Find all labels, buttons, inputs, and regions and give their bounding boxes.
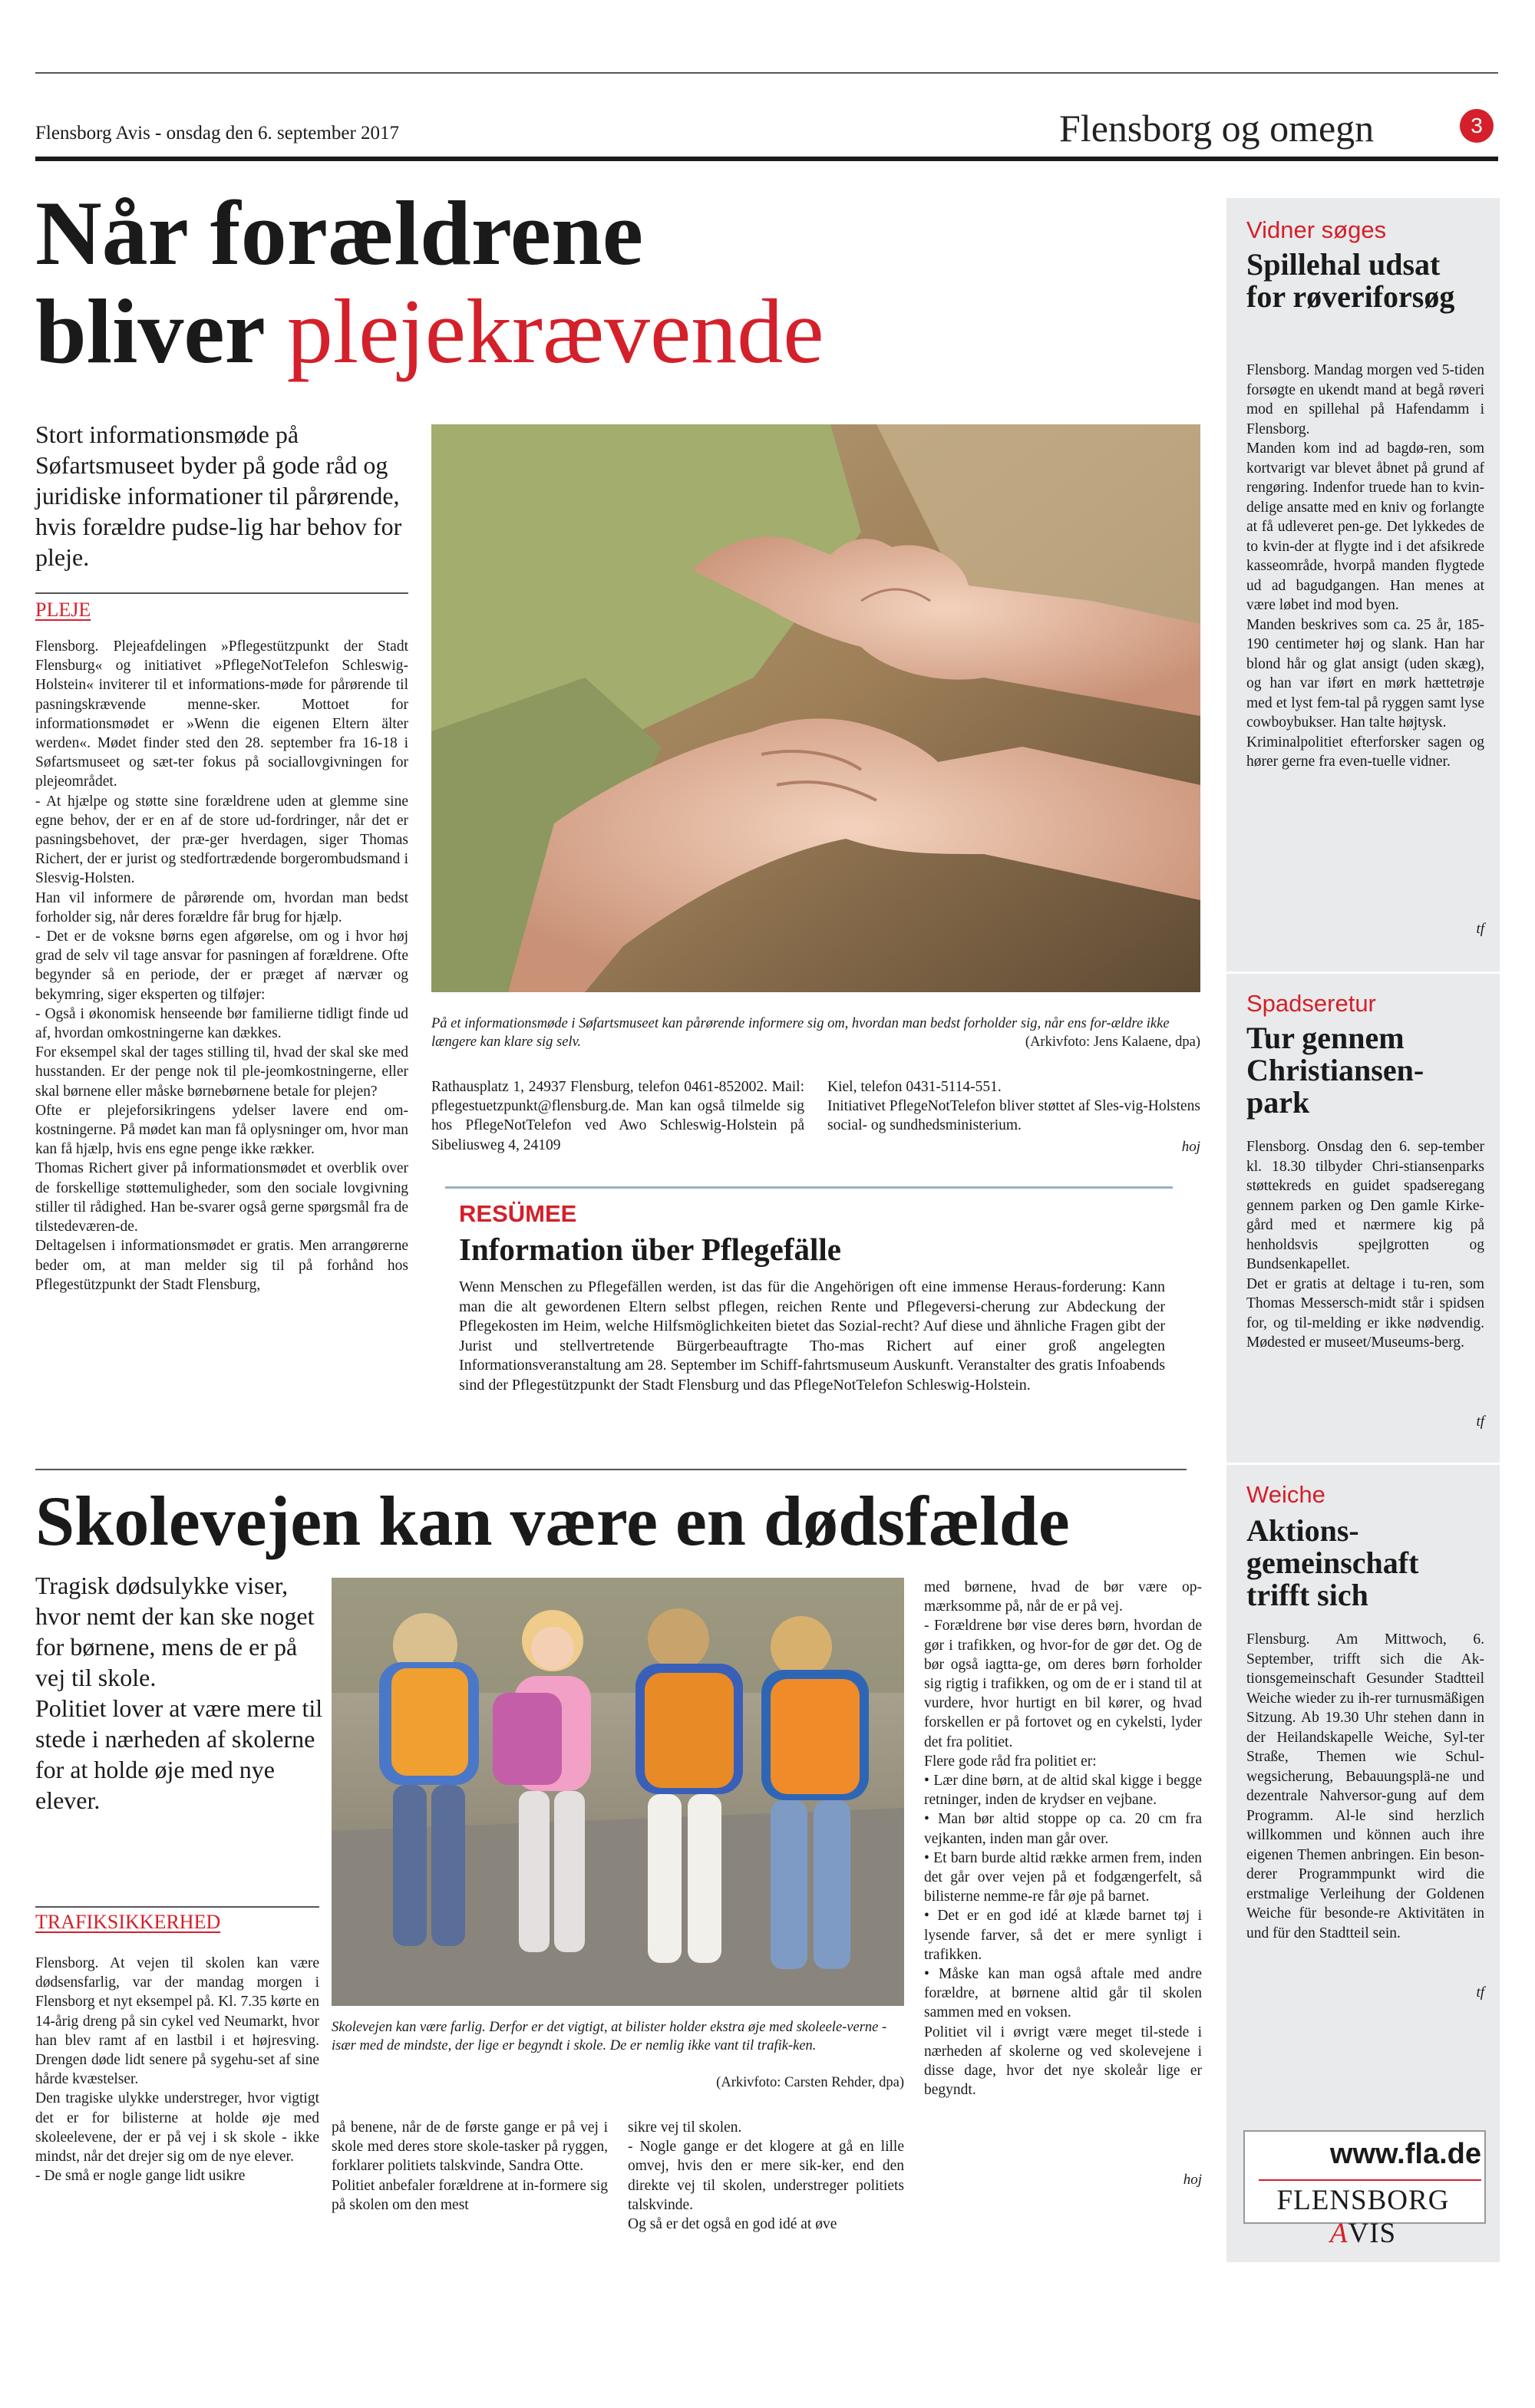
sidebar-item-3-signature: tf	[1476, 1984, 1484, 2001]
sidebar-item-2-title: Tur gennem Christiansen-park	[1246, 1021, 1424, 1120]
article2-col1: Flensborg. At vejen til skolen kan være dødsensfarlig, var der mandag morgen i Flensborg et nyt eksempel på. Kl. 7.35 kørte en 14-årig dreng på sin cykel ved Neumarkt, hvor han blev ramt af en lastbil i et højresving. Drengen døde lidt senere på sygehu-set af sine hårde kvæstelser. Den tragiske ulykke understreger, hvor vigtigt det er for bilisterne at holde øje med skoleelevene, der er på vej i sk skole - ikke mindst, når det drejer sig om de nye elever. - De små er nogle gange lidt usikre	[35, 1955, 319, 2185]
article2-col3: sikre vej til skolen. - Nogle gange er det klogere at gå en lille omvej, hvis den er mere sik-ker, end den direkte vej til skolen, understreger politiets talskvinde. Og så er det også en god idé at øve	[628, 2119, 904, 2233]
page-number-badge: 3	[1460, 109, 1494, 143]
sidebar-item-1-signature: tf	[1476, 921, 1484, 937]
article1-col3: Kiel, telefon 0431-5114-551. Initiativet PflegeNotTelefon bliver støttet af Sles-vig-Holstens social- og sundhedsministerium.	[827, 1079, 1200, 1134]
logo-name-accent: A	[1329, 2218, 1348, 2249]
photo-hands-credit: (Arkivfoto: Jens Kalaene, dpa)	[1025, 1034, 1200, 1050]
logo-url[interactable]: www.fla.de	[1329, 2138, 1481, 2170]
photo-schoolchildren-caption: Skolevejen kan være farlig. Derfor er det vigtigt, at bilister holder ekstra øje med skoleele-verne - især med de mindste, der lige er begyndt i skole. De er nemlig ikke vant til trafik-ken.	[332, 2020, 887, 2053]
sidebar-item-3-body: Flensburg. Am Mittwoch, 6. September, trifft sich die Ak-tionsgemeinschaft Gesunder Stadtteil Weiche wieder zu ih-rer turnusmäßigen Sitzung. Ab 19.30 Uhr stehen dann in der Heilandskapelle Weiche, Syl-ter Straße, Themen wie Schul-wegsicherung, Bebauungsplä-ne und dezentrale Nahversor-gung auf dem Programm. Al-le sind herzlich willkommen und können auch ihre eigenen Themen anbringen. Ein beson-derer Programmpunkt wird die erstmalige Verleihung der Goldenen Weiche für besonde-re Aktivitäten in und für den Stadtteil sein.	[1246, 1631, 1484, 1941]
sidebar-item-1-kicker: Vidner søges	[1246, 216, 1387, 243]
headline-accent: plejekrævende	[286, 280, 824, 382]
sidebar-item-1-title: Spillehal udsat for røveriforsøg	[1246, 247, 1455, 314]
photo-hands-caption: På et informationsmøde i Søfartsmuseet kan pårørende informere sig om, hvordan man bedst forholder sig, når ens for-ældre ikke længere kan klare sig selv.	[431, 1016, 1170, 1050]
photo-schoolchildren	[332, 1578, 904, 2006]
photo-hands	[431, 424, 1200, 992]
article2-headline: Skolevejen kan være en dødsfælde	[35, 1482, 1070, 1560]
sidebar-item-3-kicker: Weiche	[1246, 1481, 1325, 1508]
logo-name-part2: VIS	[1348, 2218, 1397, 2249]
sidebar-separator	[1226, 1463, 1500, 1465]
issue-date: Flensborg Avis - onsdag den 6. september 2017	[35, 123, 400, 143]
article2-top-rule	[35, 1469, 1187, 1470]
resumee-label: RESÜMEE	[459, 1200, 577, 1227]
article1-col1: Flensborg. Plejeafdelingen »Pflegestützpunkt der Stadt Flensburg« og initiativet »PflegeNotTelefon Schleswig-Holstein« inviterer til et informations-møde for pårørende til pasningskrævende menne-sker. Mottoet for informationsmødet er »Wenn die eigenen Eltern älter werden«. Mødet finder sted den 28. september fra 16-18 i Søfartsmuseet og sæt-ter fokus på sociallovgivningen for plejeområdet. - At hjælpe og støtte sine forældrene uden at glemme sine egne behov, der er en af de store ud-fordringer, når det er pasningsbehovet, der præ-ger hverdagen, siger Thomas Richert, der er jurist og stedfortrædende borgerombudsmand i Slesvig-Holsten. Han vil informere de pårørende om, hvordan man bedst forholder sig, når deres forældre får brug for hjælp. - Det er de voksne børns egen afgørelse, om og i hvor høj grad de selv vil tage ansvar for pasningen af forældrene. Ofte begynder så en periode, der er præget af nærvær og bekymring, siger eksperten og tilføjer: - Også i økonomisk henseende bør familierne tidligt finde ud af, hvordan omkostningerne kan dækkes. For eksempel skal der tages stilling til, hvad der skal ske med husstanden. Er der penge nok til ple-jeomkostningerne, eller skal børnene eller måske børnebørnene betale for plejen? Ofte er plejeforsikringens ydelser lavere end om-kostningerne. På mødet kan man få oplysninger om, hvor man kan få hjælp, hvis ens egne penge ikke rækker. Thomas Richert giver på informationsmødet et overblik over de forskellige støttemuligheder, som den sociale lovgivning stiller til rådighed. Han be-svarer også gerne spørgsmål fra de tilstedeværen-de. Deltagelsen i informationsmødet er gratis. Men arrangørerne beder om, at man melder sig til på forhånd hos Pflegestützpunkt der Stadt Flensburg,	[35, 638, 408, 1293]
article1-signature: hoj	[1181, 1139, 1200, 1155]
article2-col2: på benene, når de de første gange er på vej i skole med deres store skole-tasker på ryggen, forklarer politiets talskvinde, Sandra Otte. Politiet anbefaler forældrene at in-formere sig på skolen om den mest	[332, 2119, 608, 2213]
logo-name-part1: FLENSBORG	[1276, 2185, 1450, 2216]
photo-schoolchildren-credit: (Arkivfoto: Carsten Rehder, dpa)	[716, 2075, 904, 2090]
photo-schoolchildren-image	[332, 1578, 904, 2006]
article2-lead: Tragisk dødsulykke viser, hvor nemt der kan ske noget for børnene, mens de er på vej til skole. Politiet lover at være mere til stede i nærheden af skolerne for at holde øje med nye elever.	[35, 1572, 323, 1814]
resumee-title: Information über Pflegefälle	[459, 1232, 841, 1267]
kicker-rule	[35, 1906, 319, 1908]
section-title: Flensborg og omegn	[1059, 107, 1375, 150]
article1-kicker: PLEJE	[35, 599, 91, 621]
headline-line1: Når forældrene	[35, 182, 644, 284]
sidebar-separator	[1226, 971, 1500, 974]
article1-headline	[35, 184, 1210, 381]
top-rule	[35, 72, 1498, 74]
headline-line2-text: bliver	[35, 280, 287, 382]
sidebar-item-2-body: Flensborg. Onsdag den 6. sep-tember kl. 18.30 tilbyder Chri-stiansenparks støttekreds en guidet spadseregang gennem parken og Den gamle Kirke-gård med et nærmere kig på henholdsvis spejlgrotten og Bundsenkapellet. Det er gratis at deltage i tu-ren, som Thomas Messersch-midt står i spidsen for, og til-melding er ikke nødvendig. Mødested er museet/Museums-berg.	[1246, 1139, 1484, 1351]
article2-col4: med børnene, hvad de bør være op-mærksomme på, når de er på vej. - Forældrene bør vise deres børn, hvordan de gør i trafikken, og hvor-for de gør det. Og de bør også iagtta-ge, om deres børn forholder sig rigtig i trafikken, og om de er i stand til at vurdere, hvor hurtigt en bil kører, og hvad forskellen er på fortovet og en cykelsti, lyder det fra politiet. Flere gode råd fra politiet er: • Lær dine børn, at de altid skal kigge i begge retninger, inden de krydser en vejbane. • Man bør altid stoppe op ca. 20 cm fra vejkanten, inden man går over. • Et barn burde altid række armen frem, inden det går over vejen på et fodgængerfelt, så bilisterne nemme-re får øje på barnet. • Det er en god idé at klæde barnet tøj i lysende farver, så det er mere synligt i trafikken. • Måske kan man også aftale med andre forældre, at børnene altid går til skolen sammen med en voksen. Politiet vil i øvrigt være meget til-stede i nærheden af skolerne og ved skolevejene i disse dage, hvor det nye skoleår lige er begyndt.	[924, 1579, 1202, 2099]
resumee-body: Wenn Menschen zu Pflegefällen werden, ist das für die Angehörigen oft eine immense Heraus-forderung: Kann man die alt gewordenen Eltern selbst pflegen, reichen Rente und Pflegeversi-cherung zur Abdeckung der Pflegekosten im Heim, welche Hilfsmöglichkeiten bietet das Sozial-recht? Auf diese und ähnliche Fragen gibt der Jurist und stellvertretende Bürgerbeauftragte Tho-mas Richert auf einer groß angelegten Informationsveranstaltung am 28. September im Schiff-fahrtsmuseum Auskunft. Veranstalter des gratis Infoabends sind der Pflegestützpunkt der Stadt Flensburg und das PflegeNotTelefon Schleswig-Holstein.	[459, 1278, 1165, 1394]
kicker-rule	[35, 592, 408, 594]
newspaper-logo	[1248, 2184, 1478, 2250]
article2-signature: hoj	[1183, 2172, 1202, 2188]
header-rule	[35, 157, 1498, 161]
article1-lead: Stort informationsmøde på Søfartsmuseet byder på gode råd og juridiske informationer til pårørende, hvis forældre pudse-lig har behov for pleje.	[35, 421, 402, 571]
photo-hands-image	[431, 424, 1200, 992]
sidebar-item-2-signature: tf	[1476, 1413, 1484, 1430]
sidebar-item-1-body: Flensborg. Mandag morgen ved 5-tiden forsøgte en ukendt mand at begå røveri mod en spillehal på Hafendamm i Flensborg. Manden kom ind ad bagdø-ren, som kortvarigt var blevet åbnet på grund af rengøring. Indenfor truede han to kvin-delige ansatte med en kniv og forlangte at få udleveret pen-ge. Det lykkedes de to kvin-der at flygte ind i det afsikrede kasseområde, hvorpå manden flygtede ud ad bagudgangen. Han menes at være løbet ind mod byen. Manden beskrives som ca. 25 år, 185-190 centimeter høj og slank. Han har blond hår og glat ansigt (uden skæg), og han var iført en mørk hættetrøje med et lyst fem-tal på ryggen samt lyse cowboybukser. Han talte højtysk. Kriminalpolitiet efterforsker sagen og hører gerne fra even-tuelle vidner.	[1246, 362, 1484, 770]
article1-col2: Rathausplatz 1, 24937 Flensburg, telefon 0461-852002. Mail: pflegestuetzpunkt@flensburg.de. Man kan også tilmelde sig hos PflegeNotTelefon ved Awo Schleswig-Holstein på Sibeliusweg 4, 24109	[431, 1079, 804, 1153]
logo-rule	[1259, 2179, 1481, 2181]
headline-line2	[35, 282, 1210, 381]
article2-kicker: TRAFIKSIKKERHED	[35, 1911, 221, 1933]
sidebar-item-3-title: Aktions-gemeinschaft trifft sich	[1246, 1513, 1419, 1612]
sidebar-item-2-kicker: Spadseretur	[1246, 990, 1376, 1017]
